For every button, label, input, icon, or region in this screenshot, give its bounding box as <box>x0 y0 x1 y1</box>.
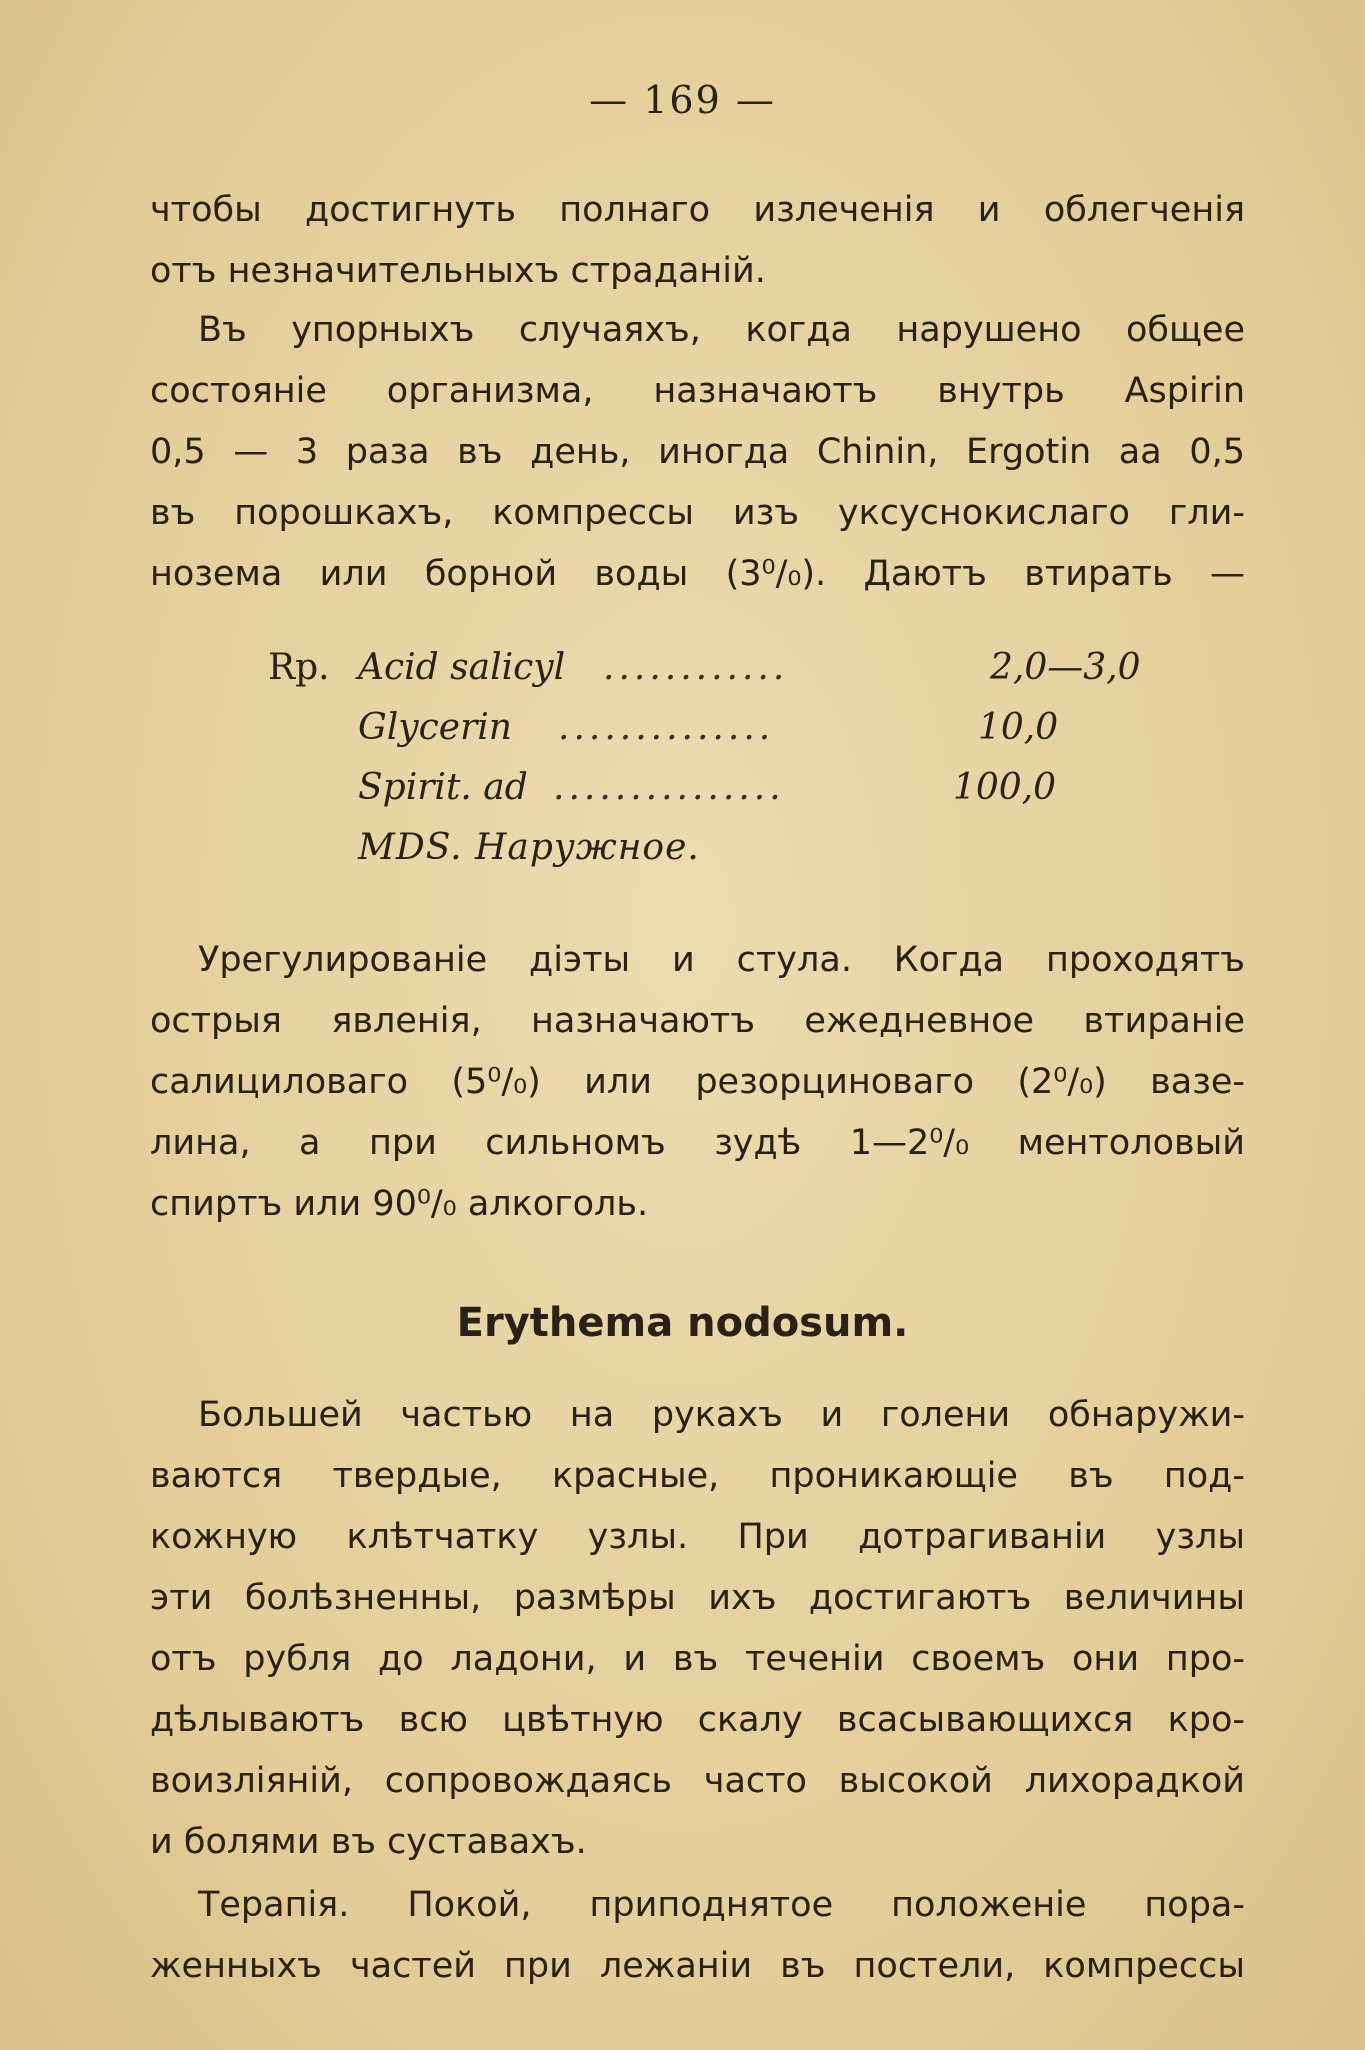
prescription-row <box>268 698 1188 758</box>
dot-leader: ............ <box>603 647 789 688</box>
dot-leader: .............. <box>558 707 775 748</box>
text-line: нозема или борной воды (3⁰/₀). Даютъ втирать — <box>150 554 1245 594</box>
text-line: Терапія. Покой, приподнятое положеніе пора- <box>198 1885 1245 1925</box>
prescription-row <box>268 758 1188 818</box>
prescription-lead: Rp. <box>268 647 330 688</box>
text-line: Урегулированіе діэты и стула. Когда проходятъ <box>198 940 1245 980</box>
ingredient-amount: 100,0 <box>953 767 1057 808</box>
text-line: ваются твердые, красные, проникающіе въ под- <box>150 1456 1245 1496</box>
prescription-row <box>268 818 1188 878</box>
text-line: эти болѣзненны, размѣры ихъ достигаютъ величины <box>150 1578 1245 1618</box>
text-line: салициловаго (5⁰/₀) или резорциноваго (2⁰/₀) вазе- <box>150 1062 1245 1102</box>
text-line: въ порошкахъ, компрессы изъ уксуснокислаго гли- <box>150 493 1245 533</box>
dot-leader: ............... <box>553 767 785 808</box>
ingredient-name: Spirit. ad <box>358 767 528 808</box>
text-line: дѣлываютъ всю цвѣтную скалу всасывающихся кро- <box>150 1700 1245 1740</box>
text-line: и болями въ суставахъ. <box>150 1822 587 1862</box>
ingredient-amount: 10,0 <box>978 707 1059 748</box>
text-line: отъ незначительныхъ страданій. <box>150 251 766 291</box>
text-line: Большей частью на рукахъ и голени обнаружи- <box>198 1395 1245 1435</box>
ingredient-name: Acid salicyl <box>358 647 566 688</box>
text-line: лина, а при сильномъ зудѣ 1—2⁰/₀ ментоловый <box>150 1123 1245 1163</box>
ingredient-amount: 2,0—3,0 <box>990 647 1141 688</box>
page-number: — 169 — <box>589 78 776 122</box>
text-line: острыя явленія, назначаютъ ежедневное втираніе <box>150 1001 1245 1041</box>
paragraph-4 <box>150 1385 1245 1873</box>
paragraph-5 <box>150 1875 1245 1997</box>
paragraph-3 <box>150 930 1245 1235</box>
prescription-signature: MDS. Наружное. <box>358 827 700 868</box>
text-line: воизліяній, сопровождаясь часто высокой лихорадкой <box>150 1761 1245 1801</box>
text-line: состояніе организма, назначаютъ внутрь Aspirin <box>150 371 1245 411</box>
text-line: спиртъ или 90⁰/₀ алкоголь. <box>150 1184 649 1224</box>
text-line: женныхъ частей при лежаніи въ постели, компрессы <box>150 1946 1245 1986</box>
prescription-row <box>268 638 1188 698</box>
section-heading: Erythema nodosum. <box>456 1300 909 1346</box>
paragraph-1 <box>150 180 1245 302</box>
text-line: Въ упорныхъ случаяхъ, когда нарушено общее <box>198 310 1245 350</box>
text-line: отъ рубля до ладони, и въ теченіи своемъ они про- <box>150 1639 1245 1679</box>
text-line: 0,5 — 3 раза въ день, иногда Chinin, Ergotin aa 0,5 <box>150 432 1245 472</box>
text-line: кожную клѣтчатку узлы. При дотрагиваніи узлы <box>150 1517 1245 1557</box>
paragraph-2 <box>150 300 1245 605</box>
text-line: чтобы достигнуть полнаго излеченія и облегченія <box>150 190 1245 230</box>
prescription-block <box>268 638 1188 878</box>
ingredient-name: Glycerin <box>358 707 512 748</box>
